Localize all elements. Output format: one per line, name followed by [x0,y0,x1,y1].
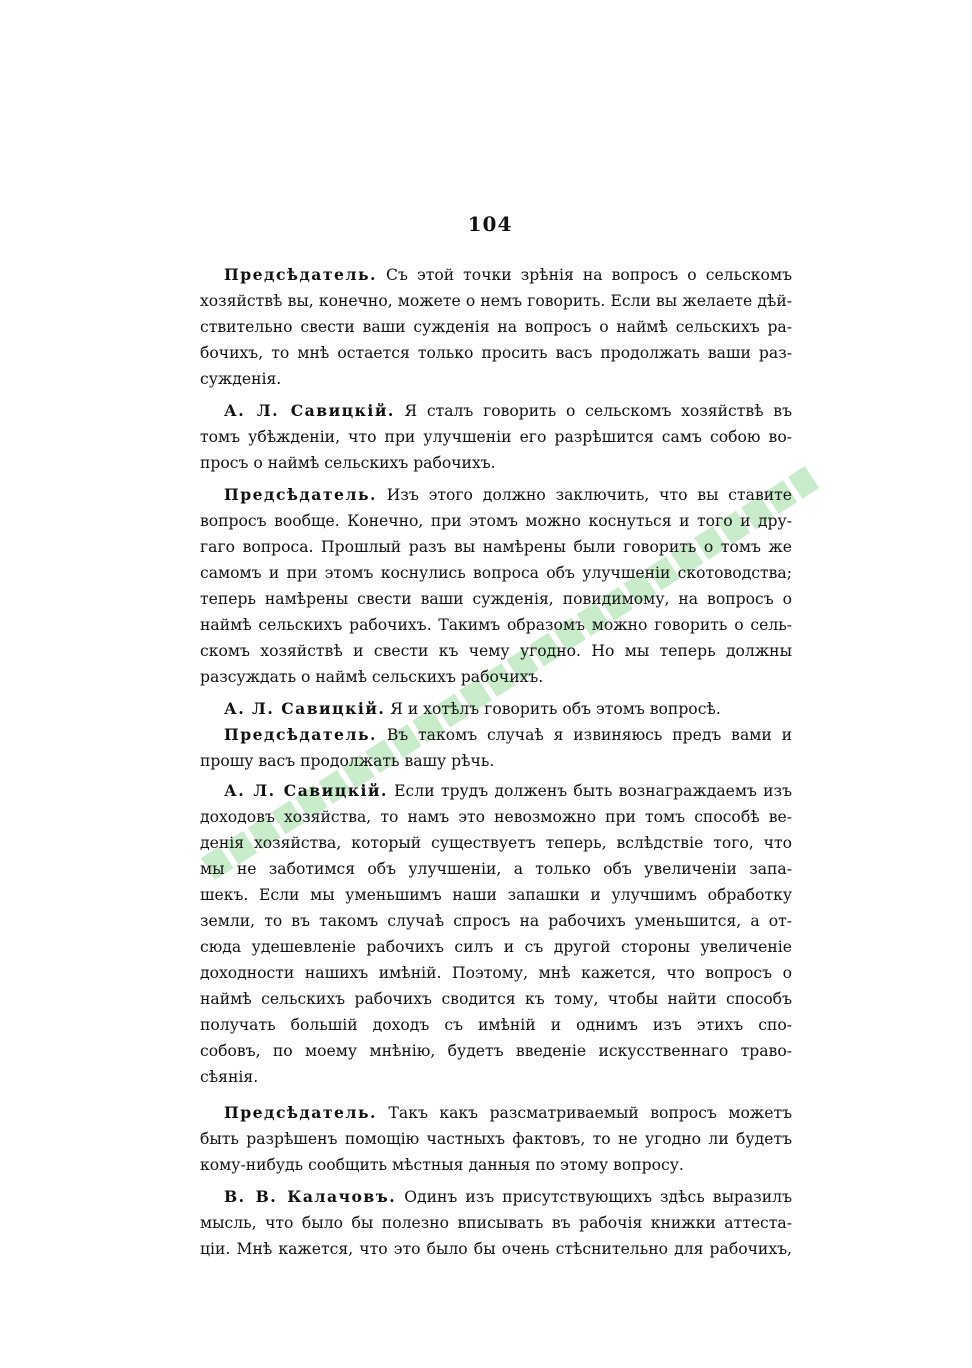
text-line: А. Л. Савицкій. Я сталъ говорить о сельскомъ хозяйствѣ въ [224,401,792,420]
speaker-name: А. Л. Савицкій. [224,699,386,718]
speaker-name: Предсѣдатель. [224,485,377,504]
page-number: 104 [467,212,513,236]
text-line: скомъ хозяйствѣ и свести къ чему угодно. Но мы теперь должны [200,642,792,660]
text-line: А. Л. Савицкій. Я и хотѣлъ говорить объ этомъ вопросѣ. [224,699,721,718]
text-line: сюда удешевленіе рабочихъ силъ и съ другой стороны увеличеніе [200,938,792,956]
paragraph-5 [200,722,792,774]
text-line: прошу васъ продолжать вашу рѣчь. [200,752,495,770]
text-line: просъ о наймѣ сельскихъ рабочихъ. [200,454,496,472]
text-line: вопросъ вообще. Конечно, при этомъ можно коснуться и того и дру- [200,512,792,530]
text-line: собовъ, по моему мнѣнію, будетъ введеніе искусственнаго траво- [200,1042,792,1060]
text-line: самомъ и при этомъ коснулись вопроса объ улучшеніи скотоводства; [200,564,792,582]
speaker-name: Предсѣдатель. [224,725,377,744]
text-line: бочихъ, то мнѣ остается только просить васъ продолжать ваши раз- [200,344,792,362]
speaker-name: А. Л. Савицкій. [224,781,388,800]
text-line: доходовъ хозяйства, то намъ это невозможно при томъ способѣ ве- [200,808,792,826]
text-line: гаго вопроса. Прошлый разъ вы намѣрены были говорить о томъ же [200,538,792,556]
paragraph-6 [200,778,792,1090]
text-line: Предсѣдатель. Такъ какъ разсматриваемый вопросъ можетъ [224,1103,792,1122]
speaker-name: Предсѣдатель. [224,1103,377,1122]
speaker-name: В. В. Калачовъ. [224,1187,397,1206]
text-line: А. Л. Савицкій. Если трудъ долженъ быть вознаграждаемъ изъ [224,781,792,800]
text-line: Предсѣдатель. Съ этой точки зрѣнія на вопросъ о сельскомъ [224,265,792,284]
text-line: сѣянія. [200,1068,259,1086]
text-line: земли, то въ такомъ случаѣ спросъ на рабочихъ уменьшится, а от- [200,912,792,930]
paragraph-4 [200,696,792,722]
paragraph-3 [200,482,792,690]
text-line: сужденія. [200,370,282,388]
text-line: мы не заботимся объ улучшеніи, а только объ увеличеніи запа- [200,860,792,878]
text-line: В. В. Калачовъ. Одинъ изъ присутствующихъ здѣсь выразилъ [224,1187,792,1206]
text-line: денія хозяйства, который существуетъ теперь, вслѣдствіе того, что [200,834,792,852]
text-line: хозяйствѣ вы, конечно, можете о немъ говорить. Если вы желаете дѣй- [200,292,792,310]
text-line: томъ убѣжденіи, что при улучшеніи его разрѣшится самъ собою во- [200,428,792,446]
text-line: ціи. Мнѣ кажется, что это было бы очень стѣснительно для рабочихъ, [200,1240,792,1258]
paragraph-1 [200,262,792,392]
paragraph-2 [200,398,792,476]
text-line: Предсѣдатель. Изъ этого должно заключить, что вы ставите [224,485,792,504]
text-line: наймѣ сельскихъ рабочихъ. Такимъ образомъ можно говорить о сель- [200,616,792,634]
text-line: быть разрѣшенъ помощію частныхъ фактовъ, то не угодно ли будетъ [200,1130,792,1148]
text-line: получать большій доходъ съ имѣній и однимъ изъ этихъ спо- [200,1016,792,1034]
text-line: мысль, что было бы полезно вписывать въ рабочія книжки аттеста- [200,1214,792,1232]
text-line: шекъ. Если мы уменьшимъ наши запашки и улучшимъ обработку [200,886,792,904]
paragraph-8 [200,1184,792,1262]
text-line: кому-нибудь сообщить мѣстныя данныя по этому вопросу. [200,1156,684,1174]
text-line: ствительно свести ваши сужденія на вопросъ о наймѣ сельскихъ ра- [200,318,792,336]
text-line: наймѣ сельскихъ рабочихъ сводится къ тому, чтобы найти способъ [200,990,792,1008]
text-line: теперь намѣрены свести ваши сужденія, повидимому, на вопросъ о [200,590,792,608]
speaker-name: А. Л. Савицкій. [224,401,395,420]
text-line: доходности нашихъ имѣній. Поэтому, мнѣ кажется, что вопросъ о [200,964,792,982]
speaker-name: Предсѣдатель. [224,265,377,284]
text-line: разсуждать о наймѣ сельскихъ рабочихъ. [200,668,544,686]
text-line: Предсѣдатель. Въ такомъ случаѣ я извиняюсь предъ вами и [224,725,792,744]
paragraph-7 [200,1100,792,1178]
